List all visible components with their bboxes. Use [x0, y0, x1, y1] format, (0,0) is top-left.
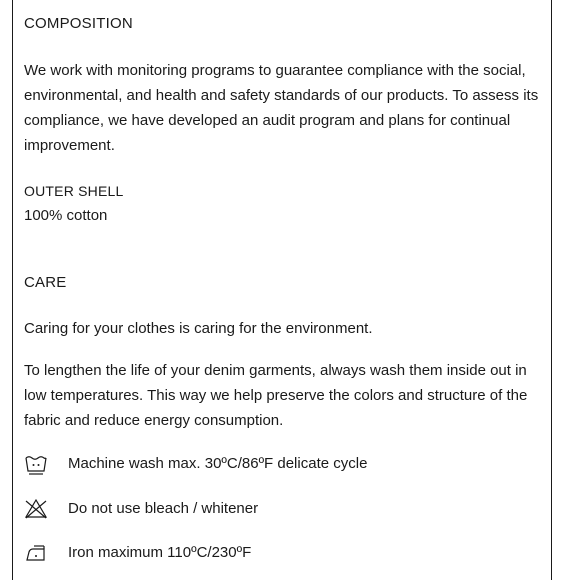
care-instruction-iron — [24, 541, 251, 565]
care-heading: CARE — [24, 274, 67, 291]
care-instruction-wash — [24, 452, 367, 476]
composition-description: We work with monitoring programs to guarantee compliance with the social, environmental, and health and safety standards of our products. To assess its compliance, we have developed an audit program and plans for continual improvement. — [24, 62, 539, 154]
product-details-panel — [12, 0, 552, 580]
outer-shell-value: 100% cotton — [24, 207, 108, 224]
outer-shell-label: OUTER SHELL — [24, 183, 124, 199]
wash-basin-icon — [24, 452, 48, 476]
care-instruction-text: Iron maximum 110ºC/230ºF — [68, 544, 252, 561]
iron-icon — [24, 541, 48, 565]
care-instruction-text: Do not use bleach / whitener — [68, 500, 259, 517]
no-bleach-icon — [24, 497, 48, 521]
care-description: To lengthen the life of your denim garments, always wash them inside out in low temperatures. This way we help preserve the colors and structure of the fabric and reduce energy consumption. — [24, 362, 528, 429]
care-intro: Caring for your clothes is caring for the environment. — [24, 320, 373, 337]
composition-heading: COMPOSITION — [24, 15, 133, 32]
care-instruction-text: Machine wash max. 30ºC/86ºF delicate cycle — [68, 455, 368, 472]
care-instruction-bleach — [24, 497, 258, 521]
